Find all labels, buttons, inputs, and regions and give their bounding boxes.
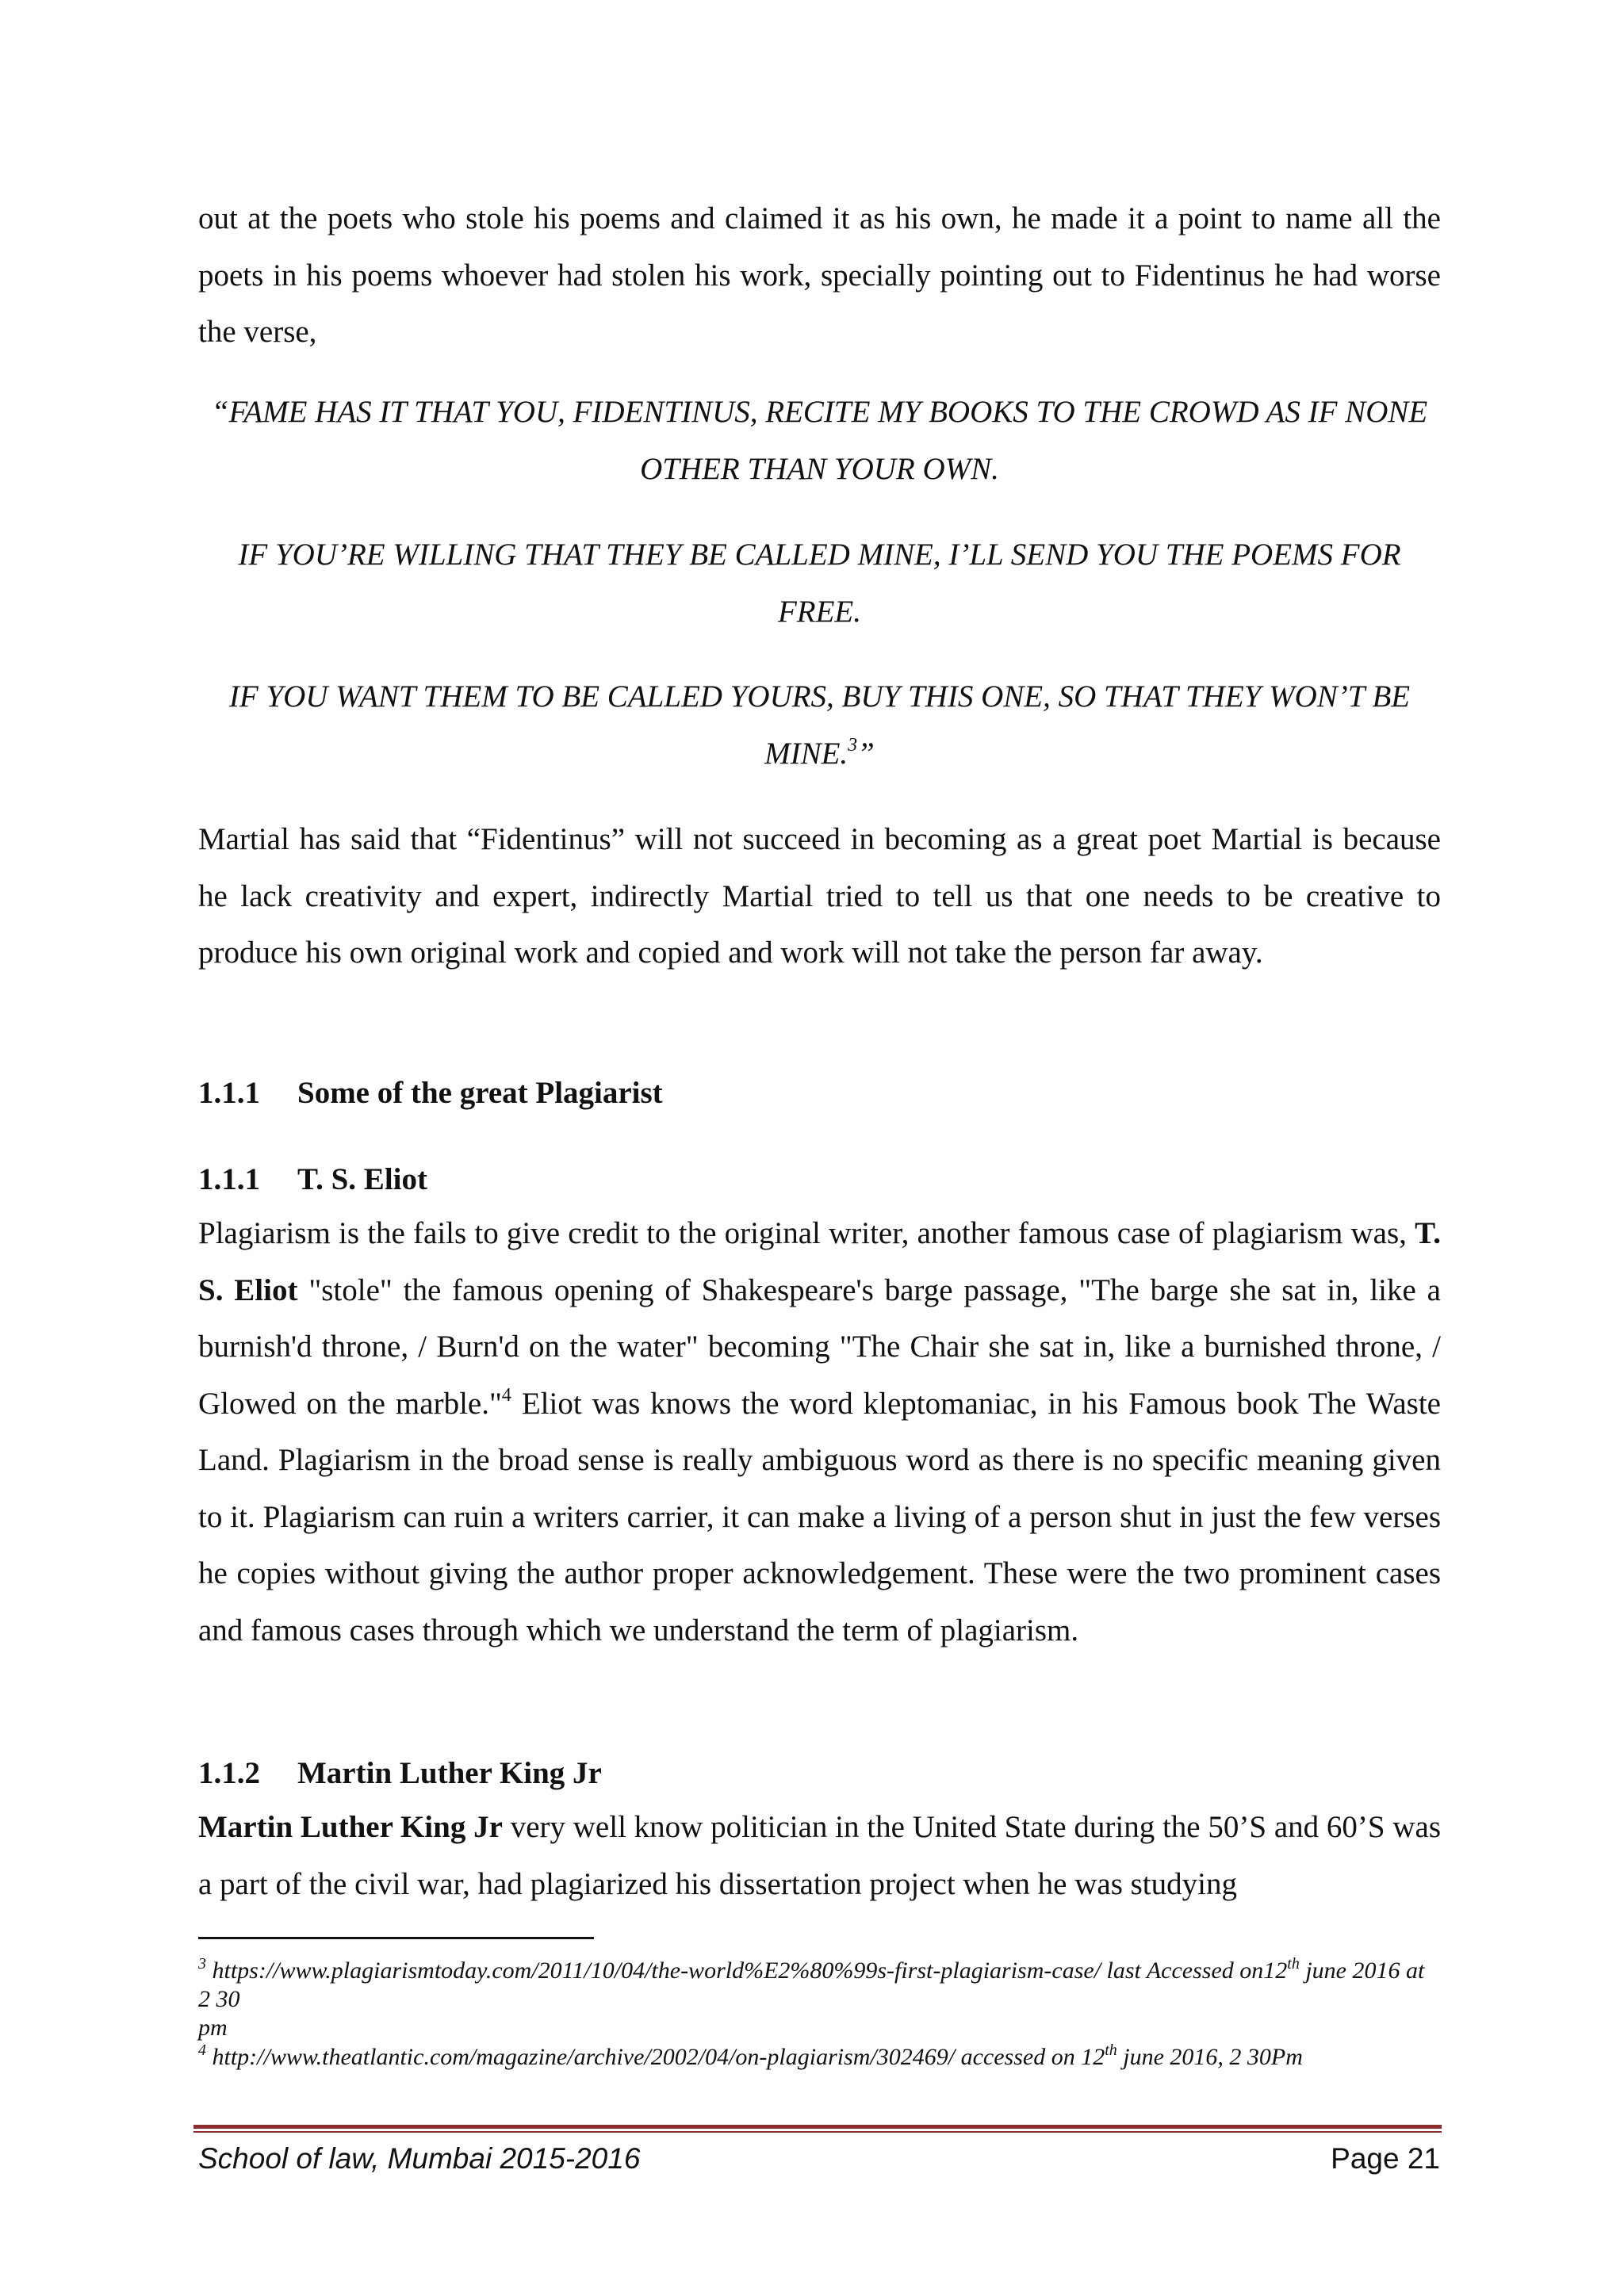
mlk-paragraph: Martin Luther King Jr very well know politician in the United State during the 50’S and 60’S was a part of the civil war, had plagiarized his dissertation project when he was studying (198, 1810, 1442, 1901)
section-heading-ts-eliot: 1.1.1 T. S. Eliot (198, 1162, 427, 1196)
eliot-paragraph: Plagiarism is the fails to give credit to the original writer, another famous case of plagiarism was, T. S. Eliot "stole" the famous opening of Shakespeare's barge passage, "The barge she sat in, like a burnish'd throne, / Burn'd on the water" becoming "The Chair she sat in, like a burnished throne, / Glowed on the marble."$^4$ Eliot was knows the word kleptomaniac, in his Famous book The Waste Land. Plagiarism in the broad sense is really ambiguous word as there is no specific meaning given to it. Plagiarism can ruin a writers carrier, it can make a living of a person shut in just the few verses he copies without giving the author proper acknowledgement. These were the two prominent cases and famous cases through which we understand the term of plagiarism. (198, 1216, 1441, 1647)
quote-line-3: IF YOU WANT THEM TO BE CALLED YOURS, BUY THIS ONE, SO THAT THEY WON’T BE MINE.$^3$” (228, 679, 1411, 771)
section-heading-mlk: 1.1.2 Martin Luther King Jr (198, 1756, 602, 1790)
martial-paragraph: Martial has said that “Fidentinus” will not succeed in becoming as a great poet Martial is because he lack creativity and expert, indirectly Martial tried to tell us that one needs to be creative to produce his own original work and copied and work will not take the person far away. (198, 822, 1441, 970)
footer-rule-thin (193, 2131, 1442, 2133)
footnote-divider (198, 1937, 594, 1939)
mlk-name: Martin Luther King Jr (198, 1810, 503, 1844)
quote-line-1: “FAME HAS IT THAT YOU, FIDENTINUS, RECITE MY BOOKS TO THE CROWD AS IF NONE OTHER THAN YOUR OWN. (211, 395, 1428, 486)
footer-school: School of law, Mumbai 2015-2016 (198, 2142, 641, 2175)
intro-paragraph: out at the poets who stole his poems and claimed it as his own, he made it a point to name all the poets in his poems whoever had stolen his work, specially pointing out to Fidentinus he had worse the verse, (198, 201, 1441, 349)
footnote-4: $^4$ http://www.theatlantic.com/magazine/archive/2002/04/on-plagiarism/302469/ accessed on 12th june 2016, 2 30Pm (198, 2042, 1303, 2070)
footnote-3: $^3$ https://www.plagiarismtoday.com/2011/10/04/the-world%E2%80%99s-first-plagiarism-case/ last Accessed on12th june 2016 at 2 30 pm (198, 1955, 1425, 2041)
eliot-name: T. S. Eliot (198, 1216, 1441, 1307)
quote-line-2: IF YOU’RE WILLING THAT THEY BE CALLED MINE, I’LL SEND YOU THE POEMS FOR FREE. (238, 538, 1401, 629)
footer-page-number: Page 21 (1331, 2142, 1440, 2175)
section-heading-great-plagiarist: 1.1.1 Some of the great Plagiarist (198, 1076, 663, 1110)
footer-rule-thick (193, 2125, 1442, 2129)
footnote-ref-3: 3 (848, 734, 858, 756)
footnote-ref-4: 4 (501, 1384, 511, 1406)
